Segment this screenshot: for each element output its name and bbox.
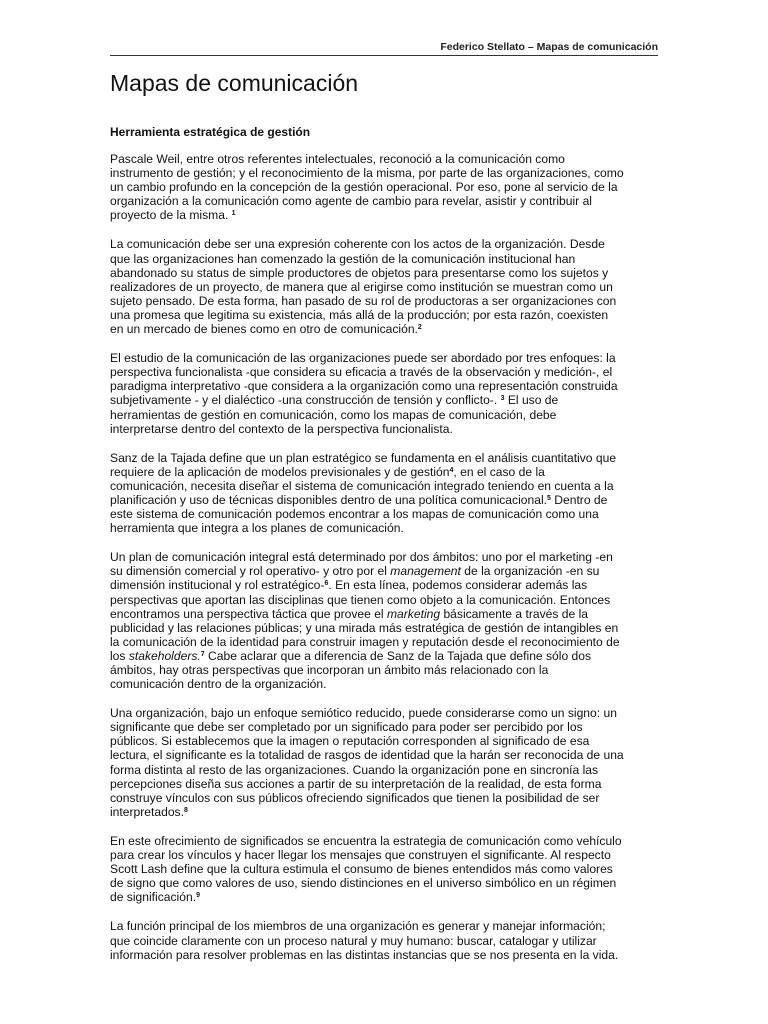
footnote-ref-9: 9: [196, 892, 200, 900]
paragraph-text: de la organización -en su dimensión institucional y rol estratégico-: [110, 564, 600, 593]
footnote-ref-5: 5: [547, 494, 551, 502]
paragraph-text: La función principal de los miembros de una organización es generar y manejar información; que coincide claramente con un proceso natural y muy humano: buscar, catalogar y utilizar información para resolver problemas en las distintas instancias que se nos presenta en la vida.: [110, 919, 619, 962]
paragraph-text: En este ofrecimiento de significados se encuentra la estrategia de comunicación como vehículo para crear los vínculos y hacer llegar los mensajes que construyen el significante. Al respecto Scott Lash define que la cultura estimula el consumo de bienes entendidos más como valores de signo que como valores de uso, siendo distinciones en el universo simbólico en un régimen de significación.: [110, 833, 622, 905]
paragraph-1: [110, 152, 658, 222]
paragraph-text: , en el caso de la comunicación, necesita diseñar el sistema de comunicación integrado teniendo en cuenta a la planificación y uso de técnicas disponibles dentro de una política comunicacional.: [110, 464, 614, 507]
paragraph-7: [110, 834, 658, 904]
header-rule: [110, 55, 658, 56]
paragraph-6: [110, 706, 658, 819]
emphasis: management: [390, 564, 461, 579]
paragraph-2: [110, 237, 658, 336]
paragraph-5: [110, 550, 658, 691]
footnote-ref-8: 8: [183, 806, 188, 814]
section-subtitle: Herramienta estratégica de gestión: [110, 125, 311, 139]
document-body: [110, 152, 658, 977]
footnote-ref-6: 6: [324, 580, 329, 588]
paragraph-3: [110, 351, 658, 436]
paragraph-text: La comunicación debe ser una expresión coherente con los actos de la organización. Desde que las organizaciones han comenzado la gestión de la comunicación institucional han abandonado su status de simple productores de objetos para presentarse como los sujetos y realizadores de un proyecto, de manera que al erigirse como institución se muestran como un sujeto pensado. De esta forma, han pasado de su rol de productoras a ser organizaciones con una promesa que legitima su existencia, más allá de la producción; por esta razón, coexisten en un mercado de bienes como en otro de comunicación.: [110, 237, 617, 337]
footnote-ref-3: 3: [500, 395, 505, 403]
footnote-ref-7: 7: [200, 650, 205, 658]
footnote-ref-4: 4: [449, 466, 454, 474]
paragraph-text: Cabe aclarar que a diferencia de Sanz de la Tajada que define sólo dos ámbitos, hay otras perspectivas que incorporan un ámbito más relacionado con la comunicación dentro de la organización.: [110, 648, 592, 692]
footnote-ref-1: 1: [231, 210, 236, 218]
paragraph-text: básicamente a través de la publicidad y las relaciones públicas; y una mirada más estratégica de gestión de intangibles en la comunicación de la identidad para construir imagen y reputación desde el reconocimiento de los: [110, 606, 620, 663]
paragraph-text: Una organización, bajo un enfoque semiótico reducido, puede considerarse como un signo: un significante que debe ser completado por un significado para poder ser percibido por los públicos. Si establecemos que la imagen o reputación corresponden al significado de esa lectura, el significante es la totalidad de rasgos de identidad que la harán ser reconocida de una forma distinta al resto de las organizaciones. Cuando la organización pone en sincronía las percepciones diseña sus acciones a partir de su interpretación de la realidad, de esta forma construye vínculos con sus públicos ofreciendo significados que tienen la posibilidad de ser interpretados.: [110, 706, 624, 819]
paragraph-text: Dentro de este sistema de comunicación podemos encontrar a los mapas de comunicación como una herramienta que integra a los planes de comunicación.: [110, 492, 608, 536]
footnote-ref-2: 2: [417, 324, 422, 332]
paragraph-4: [110, 451, 658, 536]
emphasis: stakeholders.: [128, 648, 201, 663]
paragraph-text: Pascale Weil, entre otros referentes intelectuales, reconoció a la comunicación como instrumento de gestión; y el reconocimiento de la misma, por parte de las organizaciones, como un cambio profundo en la concepción de la gestión operacional. Por eso, pone al servicio de la organización a la comunicación como agente de cambio para revelar, asistir y contribuir al proyecto de la misma.: [110, 152, 624, 223]
paragraph-text: El estudio de la comunicación de las organizaciones puede ser abordado por tres enfoques: la perspectiva funcionalista -que considera su eficacia a través de la observación y medición-, el paradigma interpretativo -que considera a la organización como una representación construida subjetivamente - y el dialéctico -una construcción de tensión y conflicto-.: [110, 351, 618, 408]
paragraph-text: Un plan de comunicación integral está determinado por dos ámbitos: uno por el marketing -en su dimensión comercial y rol operativo- y otro por el: [110, 550, 613, 579]
paragraph-text: Sanz de la Tajada define que un plan estratégico se fundamenta en el análisis cuantitativo que requiere de la aplicación de modelos previsionales y de gestión: [110, 450, 617, 479]
emphasis: marketing: [386, 606, 441, 621]
running-header: Federico Stellato – Mapas de comunicación: [440, 41, 658, 53]
page-title: Mapas de comunicación: [110, 70, 359, 96]
paragraph-text: El uso de herramientas de gestión en comunicación, como los mapas de comunicación, debe interpretarse dentro del contexto de la perspectiva funcionalista.: [110, 393, 559, 436]
paragraph-text: . En esta línea, podemos considerar además las perspectivas que aportan las disciplinas que tienen como objeto a la comunicación. Entonces encontramos una perspectiva táctica que provee el: [110, 578, 611, 621]
paragraph-8: [110, 919, 658, 961]
